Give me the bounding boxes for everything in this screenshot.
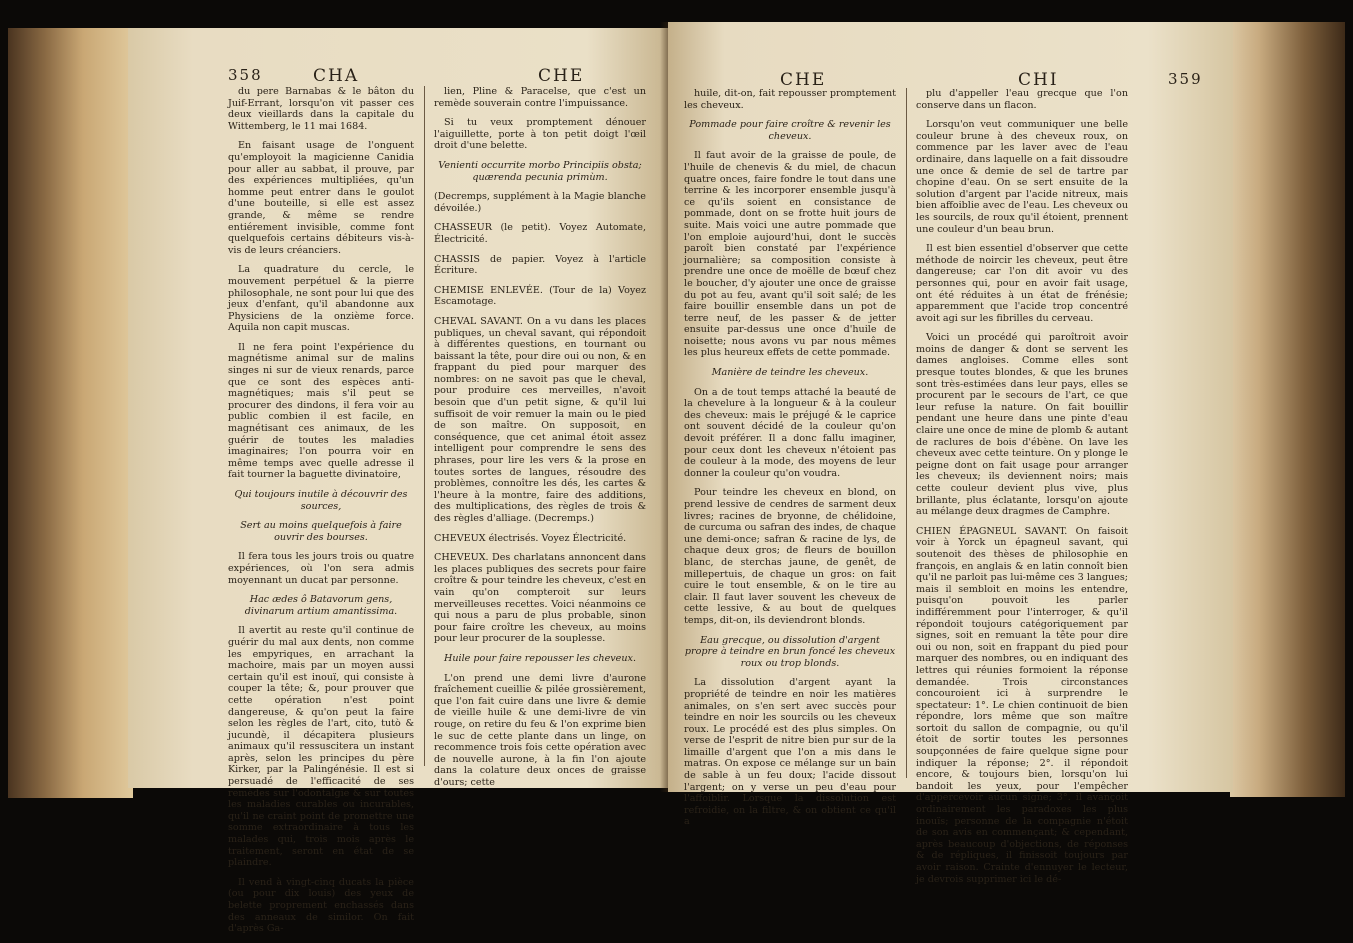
running-head-che-right: CHE	[780, 70, 827, 90]
paragraph: CHASSEUR (le petit). Voyez Automate, Électricité.	[434, 222, 646, 245]
paragraph: du pere Barnabas & le bâton du Juif-Errant, lorsqu'on vit passer ces deux vieillards dans la capitale du Wittemberg, le 11 mai 1684.	[228, 86, 414, 132]
paragraph: Venienti occurrite morbo Principiis obsta; quærenda pecunia primùm.	[438, 159, 642, 183]
left-page-column-2	[434, 86, 646, 796]
running-head-cha: CHA	[313, 66, 360, 86]
book-edge-right	[1230, 22, 1345, 797]
column-rule	[424, 86, 425, 766]
paragraph: Pommade pour faire croître & revenir les cheveux.	[689, 119, 891, 142]
paragraph: Il faut avoir de la graisse de poule, de l'huile de chenevis & du miel, de chacun quatre onces, faire fondre le tout dans une terrine & les incorporer ensemble jusqu'à ce qu'ils soient en consistance de pommade, dont on se frotte huit jours de suite. Mais voici une autre pommade que l'on emploie aujourd'hui, dont le succès paroît bien constaté par l'expérience journalière; sa composition consiste à prendre une once de moëlle de bœuf chez le boucher, d'y ajouter une once de graisse du pot au feu, avant qu'il soit salé; de les faire bouillir ensemble dans un pot de terre neuf, de les passer & de jetter ensuite par-dessus une once d'huile de noisette; nous avons vu par nous mêmes les plus heureux effets de cette pommade.	[684, 150, 896, 359]
paragraph: CHIEN ÉPAGNEUL SAVANT. On faisoit voir à Yorck un épagneul savant, qui soutenoit des thèses de philosophie en françois, en anglais & en latin connoît bien qu'il ne parloit pas lui-même ces 3 langues; mais il sembloit en moins les entendre, puisqu'on pouvoit les parler indifféremment pour l'interroger, & qu'il répondoit toujours catégoriquement par signes, soit en remuant la tête pour dire oui ou non, soit en frappant du pied pour marquer des nombres, ou en indiquant des lettres qui réunies formoient la réponse demandée. Trois circonstances concouroient ici à surprendre le spectateur: 1°. Le chien continuoit de bien répondre, lors même que son maître sortoit du sallon de compagnie, ou qu'il étoit de sortir toutes les personnes soupçonnées de faire quelque signe pour indiquer la réponse; 2°. il répondoit encore, & toujours bien, lorsqu'on lui bandoit les yeux, pour l'empêcher d'appercevoir aucun signe; 3°. il avançoit ordinairement les paradoxes les plus inouïs; personne de la compagnie n'étoit de son avis en commençant; & cependant, après beaucoup d'objections, de réponses & de répliques, il finissoit toujours par avoir raison. Crainte d'ennuyer le lecteur, je devrois supprimer ici le dé-	[916, 525, 1128, 885]
paragraph: CHASSIS de papier. Voyez à l'article Écriture.	[434, 253, 646, 277]
paragraph: L'on prend une demi livre d'aurone fraîchement cueillie & pilée grossièrement, que l'on fait cuire dans une livre & demie de vieille huile & une demi-livre de vin rouge, on retire du feu & l'on exprime bien le suc de cette plante dans un linge, on recommence trois fois cette opération avec de nouvelle aurone, à la fin l'on ajoute dans la colature deux onces de graisse d'ours; cette	[434, 672, 646, 788]
paragraph: (Decremps, supplément à la Magie blanche dévoilée.)	[434, 191, 646, 214]
paragraph: Si tu veux promptement dénouer l'aiguillette, porte à ton petit doigt l'œil droit d'une belette.	[434, 117, 646, 152]
paragraph: La dissolution d'argent ayant la propriété de teindre en noir les matières animales, on s'en sert avec succès pour teindre en noir les sourcils ou les cheveux roux. Le procédé est des plus simples. On verse de l'esprit de nitre bien pur sur de la limaille d'argent que l'on a mis dans le matras. On expose ce mélange sur un bain de sable à un feu doux; l'acide dissout l'argent; on y verse un peu d'eau pour l'affoiblir. Lorsque la dissolution est refroidie, on la filtre, & on obtient ce qu'il a	[684, 677, 896, 828]
paragraph: Il est bien essentiel d'observer que cette méthode de noircir les cheveux, peut être dangereuse; car l'on dit avoir vu des personnes qui, pour en avoir fait usage, ont été réduites à un état de frénésie; apparemment que l'acide trop concentré avoit agi sur les fibrilles du cerveau.	[916, 243, 1128, 324]
paragraph: CHEMISE ENLEVÉE. (Tour de la) Voyez Escamotage.	[434, 284, 646, 308]
paragraph: Il fera tous les jours trois ou quatre expériences, où l'on sera admis moyennant un ducat par personne.	[228, 551, 414, 586]
paragraph: huile, dit-on, fait repousser promptement les cheveux.	[684, 88, 896, 111]
left-page-column-1	[228, 86, 414, 943]
paragraph: Qui toujours inutile à découvrir des sources,	[234, 489, 408, 512]
book-edge-left	[8, 28, 133, 798]
left-page	[128, 28, 668, 935]
column-rule	[906, 88, 907, 778]
paragraph: lien, Pline & Paracelse, que c'est un remède souverain contre l'impuissance.	[434, 86, 646, 109]
paragraph: La quadrature du cercle, le mouvement perpétuel & la pierre philosophale, ne sont pour lui que des jeux d'enfant, qu'il abandonne aux Physiciens de la onzième force. Aquila non capit muscas.	[228, 264, 414, 334]
paragraph: Eau grecque, ou dissolution d'argent propre à teindre en brun foncé les cheveux roux ou trop blonds.	[684, 634, 896, 669]
paragraph: Manière de teindre les cheveux.	[711, 367, 869, 379]
right-page-column-2	[916, 88, 1128, 893]
paragraph: On a de tout temps attaché la beauté de la chevelure à la longueur & à la couleur des cheveux: mais le préjugé & le caprice ont souvent décidé de la couleur qu'on devoit préférer. Il a donc fallu imaginer, pour ceux dont les cheveux n'étoient pas de couleur à la mode, des moyens de leur donner la couleur qu'on voudra.	[684, 386, 896, 479]
paragraph: CHEVEUX. Des charlatans annoncent dans les places publiques des secrets pour faire croître & pour teindre les cheveux, c'est en vain qu'on compteroit sur leurs merveilleuses recettes. Voici néanmoins ce qui nous a paru de plus probable, sinon pour faire croître les cheveux, au moins pour leur procurer de la souplesse.	[434, 552, 646, 645]
paragraph: Huile pour faire repousser les cheveux.	[444, 652, 636, 664]
page-number-right: 359	[1168, 70, 1203, 88]
paragraph: CHEVEUX électrisés. Voyez Électricité.	[434, 532, 627, 544]
paragraph: plu d'appeller l'eau grecque que l'on conserve dans un flacon.	[916, 88, 1128, 111]
paragraph: Il avertit au reste qu'il continue de guérir du mal aux dents, non comme les empyriques, en arrachant la machoire, mais par un moyen aussi certain qu'il est inouï, qui consiste à couper la tête; &, pour prouver que cette opération n'est point dangereuse, & qu'on peut la faire selon les règles de l'art, cito, tutò & jucundè, il décapitera plusieurs animaux qu'il ressuscitera un instant après, selon les principes du père Kirker, par la Palingénésie. Il est si persuadé de l'efficacité de ses remèdes sur l'odontalgie & sur toutes les maladies curables ou incurables, qu'il ne craint point de promettre une somme extraordinaire à tous les malades qui, trois mois après le traitement, seront en état de se plaindre.	[228, 625, 414, 869]
paragraph: Lorsqu'on veut communiquer une belle couleur brune à des cheveux roux, on commence par les laver avec de l'eau ordinaire, dans laquelle on a fait dissoudre une once & demie de sel de tartre par chopine d'eau. On se sert ensuite de la solution d'argent par l'acide nitreux, mais bien affoiblie avec de l'eau. Les cheveux ou les sourcils, de roux qu'il étoient, prennent une couleur d'un beau brun.	[916, 119, 1128, 235]
paragraph: Pour teindre les cheveux en blond, on prend lessive de cendres de sarment deux livres; racines de bryonne, de chélidoine, de curcuma ou safran des indes, de chaque une demi-once; safran & racine de lys, de chaque deux gros; de fleurs de bouillon blanc, de sterchas jaune, de genêt, de millepertuis, de chaque un gros: on fait cuire le tout ensemble, & on le tire au clair. Il faut laver souvent les cheveux de cette lessive, & au bout de quelques temps, dit-on, ils deviendront blonds.	[684, 487, 896, 626]
paragraph: Il ne fera point l'expérience du magnétisme animal sur de malins singes ni sur de vieux renards, parce que ce sont des espèces anti-magnétiques; mais s'il peut se procurer des dindons, il fera voir au public combien il est facile, en magnétisant ces animaux, de les guérir de toutes les maladies imaginaires; l'on pourra voir en même temps avec quelle adresse il fait tourner la baguette divinatoire,	[228, 341, 414, 481]
right-page	[668, 22, 1233, 885]
paragraph: Il vend à vingt-cinq ducats la pièce (ou pour dix louis) des yeux de belette proprement enchassés dans des anneaux de similor. On fait d'après Ga-	[228, 876, 414, 935]
paragraph: Sert au moins quelquefois à faire ouvrir des bourses.	[240, 520, 402, 543]
paragraph: En faisant usage de l'onguent qu'employoit la magicienne Canidia pour aller au sabbat, il prouve, par des expériences multipliées, qu'un homme peut entrer dans le goulot d'une bouteille, si elle est assez grande, & même se rendre entiérement invisible, comme font quelquefois certains débiteurs vis-à-vis de leurs créanciers.	[228, 140, 414, 256]
right-page-column-1	[684, 88, 896, 836]
paragraph: Voici un procédé qui paroîtroit avoir moins de danger & dont se servent les dames angloises. Comme elles sont presque toutes blondes, & que les brunes sont très-estimées dans leur pays, elles se procurent par le secours de l'art, ce que leur refuse la nature. On fait bouillir pendant une heure dans une pinte d'eau claire une once de mine de plomb & autant de raclures de bois d'ébène. On lave les cheveux avec cette teinture. On y plonge le peigne dont on fait usage pour arranger les cheveux; ils deviennent noirs; mais cette couleur devient plus vive, plus brillante, plus éclatante, lorsqu'on ajoute au mélange deux dragmes de Camphre.	[916, 332, 1128, 518]
running-head-chi: CHI	[1018, 70, 1059, 90]
running-head-che-left: CHE	[538, 66, 585, 86]
page-number-left: 358	[228, 66, 263, 84]
paragraph: CHEVAL SAVANT. On a vu dans les places publiques, un cheval savant, qui répondoit à différentes questions, en tournant ou baissant la tête, pour dire oui ou non, & en frappant du pied pour marquer des nombres: on ne savoit pas que le cheval, pour produire ces merveilles, n'avoit besoin que d'un petit signe, & qu'il lui suffisoit de voir remuer la main ou le pied de son maître. On supposoit, en conséquence, que cet animal étoit assez intelligent pour comprendre le sens des phrases, pour lire les vers & la prose en toutes sortes de langues, résoudre des problèmes, connoître les dés, les cartes & l'heure à la montre, faire des additions, des multiplications, des règles de trois & des règles d'alliage. (Decremps.)	[434, 315, 646, 524]
paragraph: Hac ædes ô Batavorum gens, divinarum artium amantissima.	[244, 594, 398, 617]
